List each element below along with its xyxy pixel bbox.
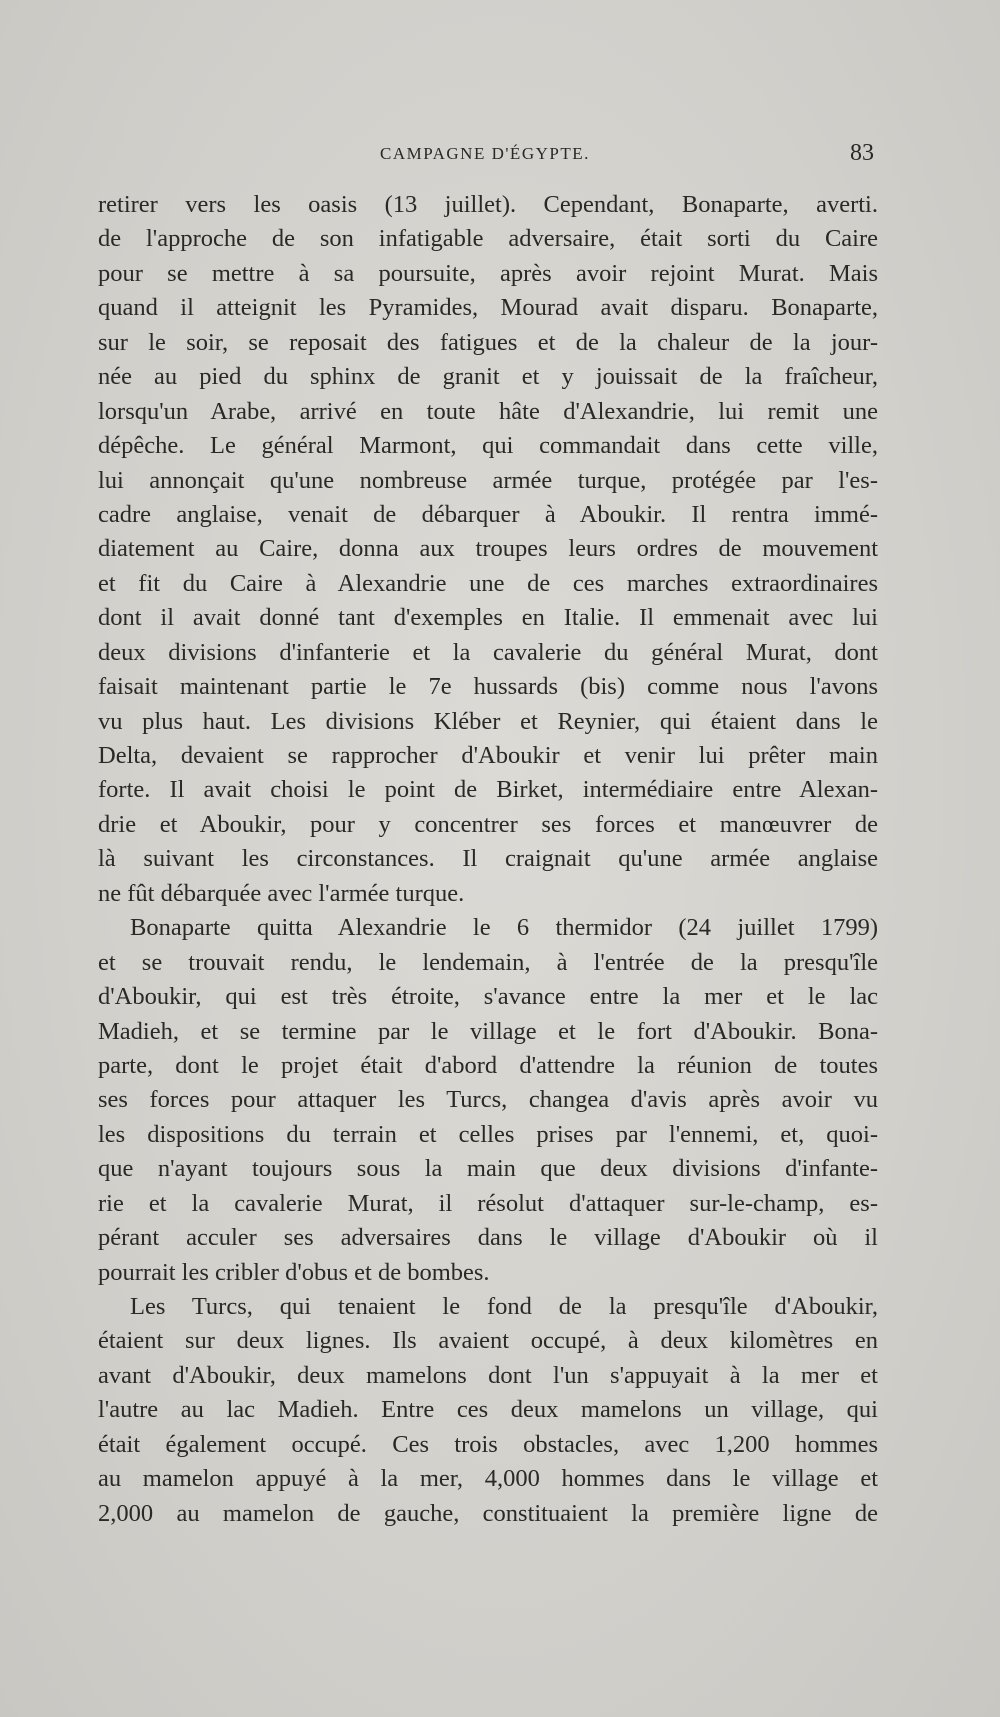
text-line: sur le soir, se reposait des fatigues et de la chaleur de la jour- (98, 328, 878, 356)
text-line: dont il avait donné tant d'exemples en Italie. Il emmenait avec lui (98, 604, 878, 632)
text-line: était également occupé. Ces trois obstacles, avec 1,200 hommes (98, 1430, 878, 1458)
text-line: que n'ayant toujours sous la main que deux divisions d'infante- (98, 1155, 878, 1183)
text-line: cadre anglaise, venait de débarquer à Aboukir. Il rentra immé- (98, 500, 878, 528)
text-line: pourrait les cribler d'obus et de bombes. (98, 1258, 490, 1286)
text-line: née au pied du sphinx de granit et y jouissait de la fraîcheur, (98, 363, 878, 391)
running-header (0, 140, 1000, 170)
text-line: 2,000 au mamelon de gauche, constituaient la première ligne de (98, 1499, 878, 1527)
text-line: les dispositions du terrain et celles prises par l'ennemi, et, quoi- (98, 1120, 878, 1148)
text-line: de l'approche de son infatigable adversaire, était sorti du Caire (98, 225, 878, 253)
text-line: faisait maintenant partie le 7e hussards (bis) comme nous l'avons (98, 673, 878, 701)
text-line: avant d'Aboukir, deux mamelons dont l'un s'appuyait à la mer et (98, 1361, 878, 1389)
text-line: deux divisions d'infanterie et la cavalerie du général Murat, dont (98, 638, 878, 666)
text-line: drie et Aboukir, pour y concentrer ses forces et manœuvrer de (98, 810, 878, 838)
text-line: parte, dont le projet était d'abord d'attendre la réunion de toutes (98, 1051, 878, 1079)
text-line: pérant acculer ses adversaires dans le village d'Aboukir où il (98, 1224, 878, 1252)
body-text (98, 188, 878, 1531)
text-line: dépêche. Le général Marmont, qui commandait dans cette ville, (98, 432, 878, 460)
text-line: ses forces pour attaquer les Turcs, changea d'avis après avoir vu (98, 1086, 878, 1114)
paragraph-start-line: Bonaparte quitta Alexandrie le 6 thermidor (24 juillet 1799) (130, 914, 878, 942)
text-line: Madieh, et se termine par le village et le fort d'Aboukir. Bona- (98, 1017, 878, 1045)
text-line: d'Aboukir, qui est très étroite, s'avance entre la mer et le lac (98, 983, 878, 1011)
text-line: étaient sur deux lignes. Ils avaient occupé, à deux kilomètres en (98, 1327, 878, 1355)
text-line: Delta, devaient se rapprocher d'Aboukir et venir lui prêter main (98, 742, 878, 769)
text-line: diatement au Caire, donna aux troupes leurs ordres de mouvement (98, 535, 878, 563)
text-line: quand il atteignit les Pyramides, Mourad avait disparu. Bonaparte, (98, 294, 878, 322)
text-line: et fit du Caire à Alexandrie une de ces marches extraordinaires (98, 569, 878, 597)
text-line: ne fût débarquée avec l'armée turque. (98, 879, 465, 907)
text-line: vu plus haut. Les divisions Kléber et Reynier, qui étaient dans le (98, 707, 878, 735)
page-number: 83 (850, 140, 874, 166)
text-line: au mamelon appuyé à la mer, 4,000 hommes dans le village et (98, 1465, 878, 1493)
text-line: l'autre au lac Madieh. Entre ces deux mamelons un village, qui (98, 1396, 878, 1424)
text-line: retirer vers les oasis (13 juillet). Cependant, Bonaparte, averti. (98, 191, 878, 218)
text-line: et se trouvait rendu, le lendemain, à l'entrée de la presqu'île (98, 948, 878, 976)
text-line: lorsqu'un Arabe, arrivé en toute hâte d'Alexandrie, lui remit une (98, 397, 878, 425)
paragraph-start-line: Les Turcs, qui tenaient le fond de la presqu'île d'Aboukir, (130, 1293, 878, 1320)
text-line: pour se mettre à sa poursuite, après avoir rejoint Murat. Mais (98, 259, 878, 287)
text-line: forte. Il avait choisi le point de Birket, intermédiaire entre Alexan- (98, 776, 878, 804)
running-title: CAMPAGNE D'ÉGYPTE. (380, 144, 590, 163)
text-line: rie et la cavalerie Murat, il résolut d'attaquer sur-le-champ, es- (98, 1189, 878, 1217)
text-line: lui annonçait qu'une nombreuse armée turque, protégée par l'es- (98, 466, 878, 494)
text-line: là suivant les circonstances. Il craignait qu'une armée anglaise (98, 845, 878, 873)
